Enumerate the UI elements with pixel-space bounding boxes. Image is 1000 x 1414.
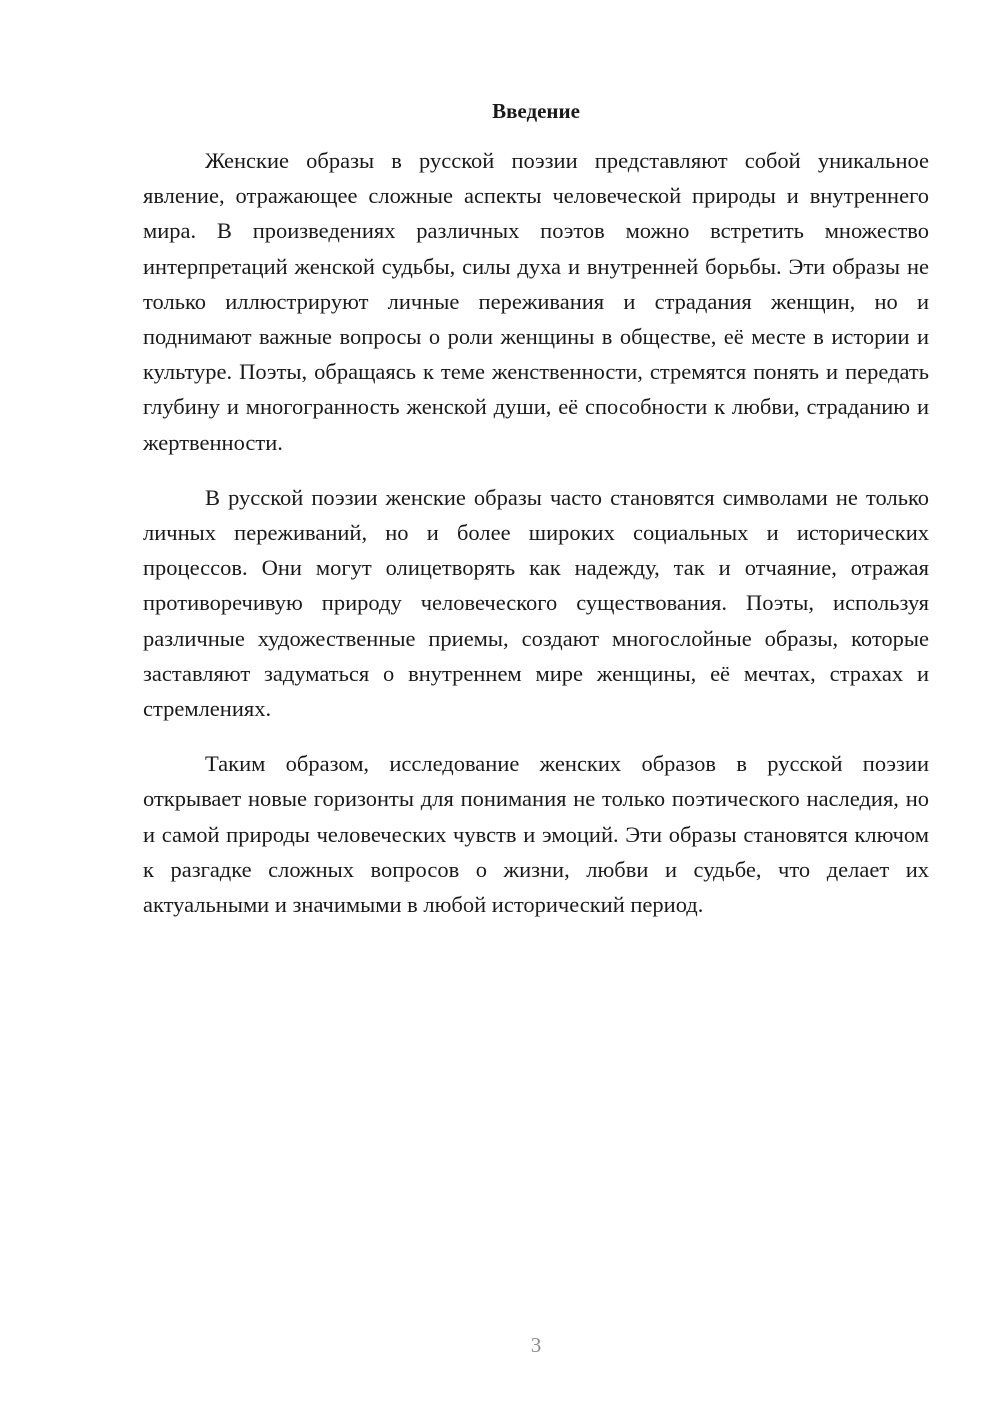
paragraph-1: Женские образы в русской поэзии представляют собой уникальное явление, отражающее сложные аспекты человеческой природы и внутреннего мира. В произведениях различных поэтов можно встретить множество интерпретаций женской судьбы, силы духа и внутренней борьбы. Эти образы не только иллюстрируют личные переживания и страдания женщин, но и поднимают важные вопросы о роли женщины в обществе, её месте в истории и культуре. Поэты, обращаясь к теме женственности, стремятся понять и передать глубину и многогранность женской души, её способности к любви, страданию и жертвенности. xyxy=(143,148,929,455)
section-heading: Введение xyxy=(492,99,580,123)
paragraph-2: В русской поэзии женские образы часто становятся символами не только личных переживаний, но и более широких социальных и исторических процессов. Они могут олицетворять как надежду, так и отчаяние, отражая противоречивую природу человеческого существования. Поэты, используя различные художественные приемы, создают многослойные образы, которые заставляют задуматься о внутреннем мире женщины, её мечтах, страхах и стремлениях. xyxy=(143,484,929,722)
paragraph-3: Таким образом, исследование женских образов в русской поэзии открывает новые горизонты для понимания не только поэтического наследия, но и самой природы человеческих чувств и эмоций. Эти образы становятся ключом к разгадке сложных вопросов о жизни, любви и судьбе, что делает их актуальными и значимыми в любой исторический период. xyxy=(143,751,929,918)
body-text xyxy=(143,143,929,942)
page-number: 3 xyxy=(530,1333,542,1357)
